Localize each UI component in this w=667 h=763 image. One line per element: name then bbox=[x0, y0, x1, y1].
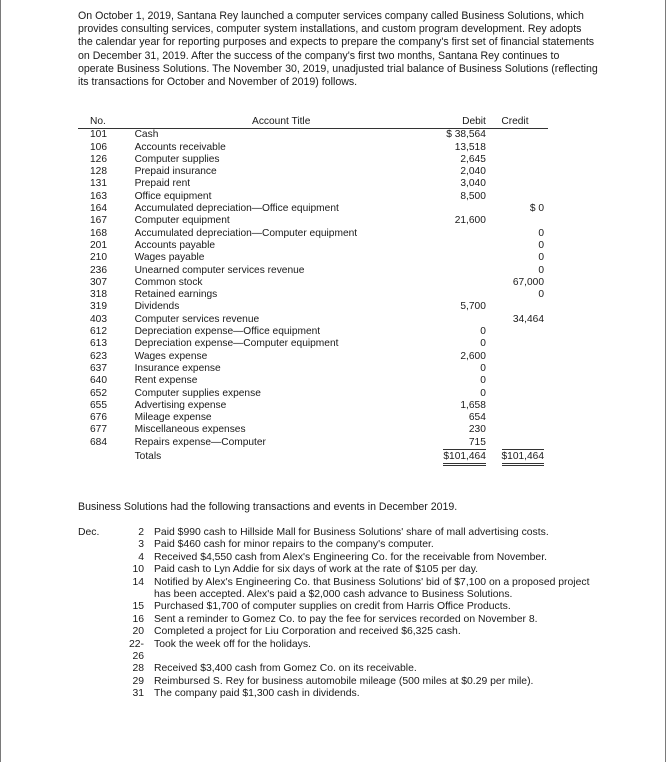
table-row bbox=[78, 265, 548, 277]
credit-amount: 0 bbox=[538, 227, 544, 239]
transaction-description: The company paid $1,300 cash in dividends. bbox=[154, 688, 360, 700]
debit-amount bbox=[428, 203, 486, 215]
transaction-item bbox=[78, 564, 618, 576]
table-row bbox=[78, 252, 548, 264]
account-title: Computer equipment bbox=[134, 215, 230, 227]
account-number: 307 bbox=[90, 276, 107, 288]
account-title: Unearned computer services revenue bbox=[134, 264, 305, 276]
transaction-item bbox=[78, 676, 618, 688]
account-number: 676 bbox=[90, 412, 107, 424]
account-title: Prepaid insurance bbox=[134, 166, 217, 178]
account-number: 637 bbox=[90, 362, 107, 374]
account-number: 236 bbox=[90, 264, 107, 276]
transaction-day: 15 bbox=[132, 601, 144, 613]
debit-amount bbox=[428, 289, 486, 301]
totals-credit: $101,464 bbox=[502, 449, 545, 466]
debit-amount: 0 bbox=[480, 338, 486, 350]
credit-amount bbox=[486, 301, 548, 313]
debit-amount: 715 bbox=[468, 436, 486, 448]
transaction-day: 29 bbox=[132, 675, 144, 687]
account-title: Accumulated depreciation—Office equipment bbox=[134, 203, 339, 215]
table-row bbox=[78, 277, 548, 289]
debit-amount bbox=[428, 265, 486, 277]
transaction-item bbox=[78, 539, 618, 551]
debit-amount: 8,500 bbox=[460, 190, 486, 202]
transaction-description: Took the week off for the holidays. bbox=[154, 638, 311, 650]
transaction-day: 2 bbox=[138, 527, 144, 538]
transactions-heading: Business Solutions had the following transactions and events in December 2019. bbox=[78, 501, 458, 513]
account-title: Computer supplies bbox=[134, 153, 220, 165]
trial-balance-table bbox=[78, 116, 548, 463]
transaction-description: Sent a reminder to Gomez Co. to pay the fee for services recorded on November 8. bbox=[154, 613, 538, 625]
table-row bbox=[78, 228, 548, 240]
credit-amount bbox=[486, 424, 548, 436]
debit-amount: 0 bbox=[480, 326, 486, 338]
table-row bbox=[78, 215, 548, 227]
transaction-day: 20 bbox=[132, 626, 144, 638]
account-number: 126 bbox=[90, 153, 107, 165]
credit-amount bbox=[486, 363, 548, 375]
credit-amount bbox=[486, 178, 548, 190]
table-row bbox=[78, 326, 548, 338]
transaction-item bbox=[78, 663, 618, 675]
debit-amount: 21,600 bbox=[454, 215, 486, 227]
account-number: 128 bbox=[90, 166, 107, 178]
account-title: Computer supplies expense bbox=[134, 387, 261, 399]
debit-amount: 2,040 bbox=[460, 166, 486, 178]
transaction-item bbox=[78, 601, 618, 613]
debit-amount: 0 bbox=[480, 375, 486, 387]
debit-amount bbox=[428, 240, 486, 252]
totals-label: Totals bbox=[134, 451, 162, 463]
account-number: 684 bbox=[90, 436, 107, 448]
transaction-description: Received $4,550 cash from Alex's Engineering Co. for the receivable from November. bbox=[154, 551, 547, 563]
transaction-day: 4 bbox=[138, 551, 144, 563]
credit-amount bbox=[486, 412, 548, 424]
account-number: 613 bbox=[90, 338, 107, 350]
account-title: Accounts payable bbox=[134, 239, 215, 251]
transaction-description: Received $3,400 cash from Gomez Co. on its receivable. bbox=[154, 663, 417, 675]
transaction-item bbox=[78, 527, 618, 539]
credit-amount bbox=[486, 166, 548, 178]
account-title: Retained earnings bbox=[134, 289, 218, 301]
table-row bbox=[78, 338, 548, 350]
credit-amount bbox=[486, 437, 548, 449]
totals-row bbox=[78, 449, 548, 463]
table-row bbox=[78, 289, 548, 301]
credit-amount: 67,000 bbox=[512, 276, 544, 288]
account-number: 403 bbox=[90, 313, 107, 325]
debit-amount: 230 bbox=[468, 424, 486, 436]
table-row bbox=[78, 437, 548, 449]
transaction-item bbox=[78, 552, 618, 564]
table-row bbox=[78, 314, 548, 326]
account-title: Rent expense bbox=[134, 375, 198, 387]
transaction-description: Paid $990 cash to Hillside Mall for Business Solutions' share of mall advertising costs. bbox=[154, 527, 549, 538]
transaction-item bbox=[78, 577, 618, 602]
account-number: 168 bbox=[90, 227, 107, 239]
credit-amount bbox=[486, 400, 548, 412]
account-title: Accumulated depreciation—Computer equipment bbox=[134, 227, 358, 239]
table-body bbox=[78, 129, 548, 449]
table-row bbox=[78, 388, 548, 400]
credit-amount: 0 bbox=[538, 252, 544, 264]
account-title: Insurance expense bbox=[134, 362, 221, 374]
credit-amount: 34,464 bbox=[512, 313, 544, 325]
account-number: 640 bbox=[90, 375, 107, 387]
credit-amount bbox=[486, 326, 548, 338]
account-number: 655 bbox=[90, 399, 107, 411]
credit-amount: $ 0 bbox=[529, 203, 544, 215]
account-title: Common stock bbox=[134, 276, 203, 288]
table-row bbox=[78, 166, 548, 178]
table-row bbox=[78, 351, 548, 363]
transaction-day: 22-26 bbox=[128, 638, 144, 663]
account-title: Mileage expense bbox=[134, 412, 212, 424]
account-number: 163 bbox=[90, 190, 107, 202]
debit-amount: 13,518 bbox=[454, 141, 486, 153]
credit-amount bbox=[486, 338, 548, 350]
header-credit: Credit bbox=[486, 116, 548, 129]
account-number: 677 bbox=[90, 424, 107, 436]
debit-amount bbox=[428, 228, 486, 240]
credit-amount bbox=[486, 129, 548, 142]
account-number: 167 bbox=[90, 215, 107, 227]
transaction-day: 10 bbox=[132, 564, 144, 576]
account-number: 623 bbox=[90, 350, 107, 362]
debit-amount: 0 bbox=[480, 362, 486, 374]
account-title: Cash bbox=[134, 129, 159, 141]
transaction-item bbox=[78, 688, 618, 700]
credit-amount bbox=[486, 351, 548, 363]
transaction-description: Paid cash to Lyn Addie for six days of work at the rate of $105 per day. bbox=[154, 564, 479, 576]
credit-amount bbox=[486, 388, 548, 400]
account-number: 131 bbox=[90, 178, 107, 190]
debit-amount bbox=[428, 314, 486, 326]
transaction-description: Paid $460 cash for minor repairs to the company's computer. bbox=[154, 539, 434, 551]
table-row bbox=[78, 191, 548, 203]
account-title: Depreciation expense—Computer equipment bbox=[134, 338, 339, 350]
account-title: Advertising expense bbox=[134, 399, 227, 411]
credit-amount bbox=[486, 154, 548, 166]
account-number: 652 bbox=[90, 387, 107, 399]
account-number: 318 bbox=[90, 289, 107, 301]
totals-debit: $101,464 bbox=[443, 449, 486, 466]
transaction-item bbox=[78, 639, 618, 664]
header-debit: Debit bbox=[428, 116, 486, 129]
credit-amount bbox=[486, 142, 548, 154]
table-row bbox=[78, 375, 548, 387]
account-title: Repairs expense—Computer bbox=[134, 436, 266, 448]
transaction-item bbox=[78, 626, 618, 638]
transaction-day: 31 bbox=[132, 688, 144, 700]
header-no: No. bbox=[78, 116, 135, 129]
debit-amount: 3,040 bbox=[460, 178, 486, 190]
debit-amount: 0 bbox=[480, 387, 486, 399]
account-title: Office equipment bbox=[134, 190, 212, 202]
table-row bbox=[78, 154, 548, 166]
credit-amount: 0 bbox=[538, 289, 544, 301]
account-title: Prepaid rent bbox=[134, 178, 191, 190]
account-title: Accounts receivable bbox=[134, 141, 226, 153]
transaction-description: Reimbursed S. Rey for business automobile mileage (500 miles at $0.29 per mile). bbox=[154, 675, 534, 687]
table-row bbox=[78, 412, 548, 424]
transaction-day: 14 bbox=[132, 576, 144, 588]
account-number: 101 bbox=[90, 129, 107, 141]
debit-amount: 1,658 bbox=[460, 399, 486, 411]
account-number: 319 bbox=[90, 301, 107, 313]
table-row bbox=[78, 363, 548, 375]
transaction-description: Notified by Alex's Engineering Co. that Business Solutions' bid of $7,100 on a proposed project has been accepted. Alex's paid a $2,000 cash advance to Business Solutions. bbox=[154, 576, 590, 601]
table-row bbox=[78, 400, 548, 412]
account-title: Wages expense bbox=[134, 350, 208, 362]
credit-amount: 0 bbox=[538, 264, 544, 276]
account-title: Wages payable bbox=[134, 252, 205, 264]
header-account-title: Account Title bbox=[135, 116, 428, 129]
transaction-day: 16 bbox=[132, 613, 144, 625]
account-number: 164 bbox=[90, 203, 107, 215]
table-row bbox=[78, 203, 548, 215]
account-number: 210 bbox=[90, 252, 107, 264]
account-title: Miscellaneous expenses bbox=[134, 424, 246, 436]
account-title: Dividends bbox=[134, 301, 180, 313]
debit-amount: $ 38,564 bbox=[446, 129, 486, 141]
table-row bbox=[78, 240, 548, 252]
table-row bbox=[78, 178, 548, 190]
transaction-day: 3 bbox=[138, 539, 144, 551]
transaction-description: Completed a project for Liu Corporation and received $6,325 cash. bbox=[154, 626, 461, 638]
debit-amount bbox=[428, 277, 486, 289]
account-title: Computer services revenue bbox=[134, 313, 260, 325]
transactions-month: Dec. bbox=[78, 527, 100, 538]
table-row bbox=[78, 142, 548, 154]
credit-amount bbox=[486, 215, 548, 227]
account-number: 612 bbox=[90, 326, 107, 338]
transaction-description: Purchased $1,700 of computer supplies on credit from Harris Office Products. bbox=[154, 601, 511, 613]
debit-amount: 5,700 bbox=[460, 301, 486, 313]
account-number: 106 bbox=[90, 141, 107, 153]
debit-amount bbox=[428, 252, 486, 264]
transaction-day: 28 bbox=[132, 663, 144, 675]
credit-amount bbox=[486, 191, 548, 203]
table-row bbox=[78, 301, 548, 313]
table-header-row bbox=[78, 116, 548, 129]
account-title: Depreciation expense—Office equipment bbox=[134, 326, 321, 338]
table-row bbox=[78, 424, 548, 436]
debit-amount: 654 bbox=[468, 412, 486, 424]
transactions-list bbox=[78, 527, 618, 701]
credit-amount: 0 bbox=[538, 239, 544, 251]
account-number: 201 bbox=[90, 239, 107, 251]
table-row bbox=[78, 129, 548, 142]
transaction-item bbox=[78, 614, 618, 626]
debit-amount: 2,645 bbox=[460, 153, 486, 165]
debit-amount: 2,600 bbox=[460, 350, 486, 362]
credit-amount bbox=[486, 375, 548, 387]
intro-paragraph: On October 1, 2019, Santana Rey launched a computer services company called Business Solutions, which provides consulting services, computer system installations, and custom program development. Rey adopts the calendar year for reporting purposes and expects to prepare the company's first set of financial statements on December 31, 2019. After the success of the company's first two months, Santana Rey continues to operate Business Solutions. The November 30, 2019, unadjusted trial balance of Business Solutions (reflecting its transactions for October and November of 2019) follows. bbox=[78, 10, 598, 89]
